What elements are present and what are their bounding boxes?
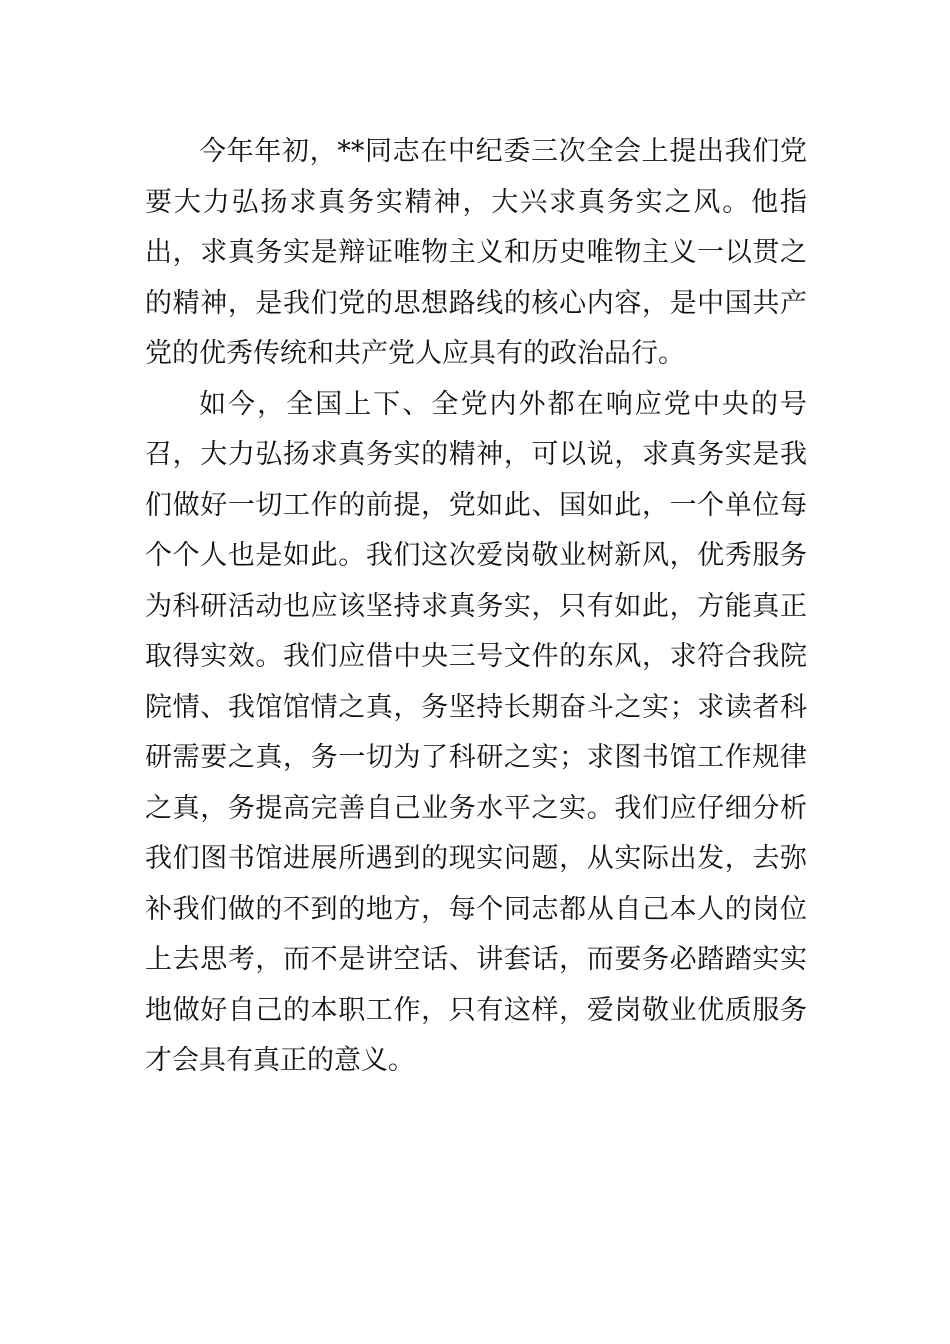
paragraph-1: 今年年初，**同志在中纪委三次全会上提出我们党要大力弘扬求真务实精神，大兴求真务实之风。他指出，求真务实是辩证唯物主义和历史唯物主义一以贯之的精神，是我们党的思想路线的核心内容，是中国共产党的优秀传统和共产党人应具有的政治品行。 bbox=[145, 136, 807, 369]
document-body bbox=[145, 127, 807, 1087]
paragraph-2: 如今，全国上下、全党内外都在响应党中央的号召，大力弘扬求真务实的精神，可以说，求真务实是我们做好一切工作的前提，党如此、国如此，一个单位每个个人也是如此。我们这次爱岗敬业树新风，优秀服务为科研活动也应该坚持求真务实，只有如此，方能真正取得实效。我们应借中央三号文件的东风，求符合我院院情、我馆馆情之真，务坚持长期奋斗之实；求读者科研需要之真，务一切为了科研之实；求图书馆工作规律之真，务提高完善自己业务水平之实。我们应仔细分析我们图书馆进展所遇到的现实问题，从实际出发，去弥补我们做的不到的地方，每个同志都从自己本人的岗位上去思考，而不是讲空话、讲套话，而要务必踏踏实实地做好自己的本职工作，只有这样，爱岗敬业优质服务才会具有真正的意义。 bbox=[145, 388, 807, 1076]
